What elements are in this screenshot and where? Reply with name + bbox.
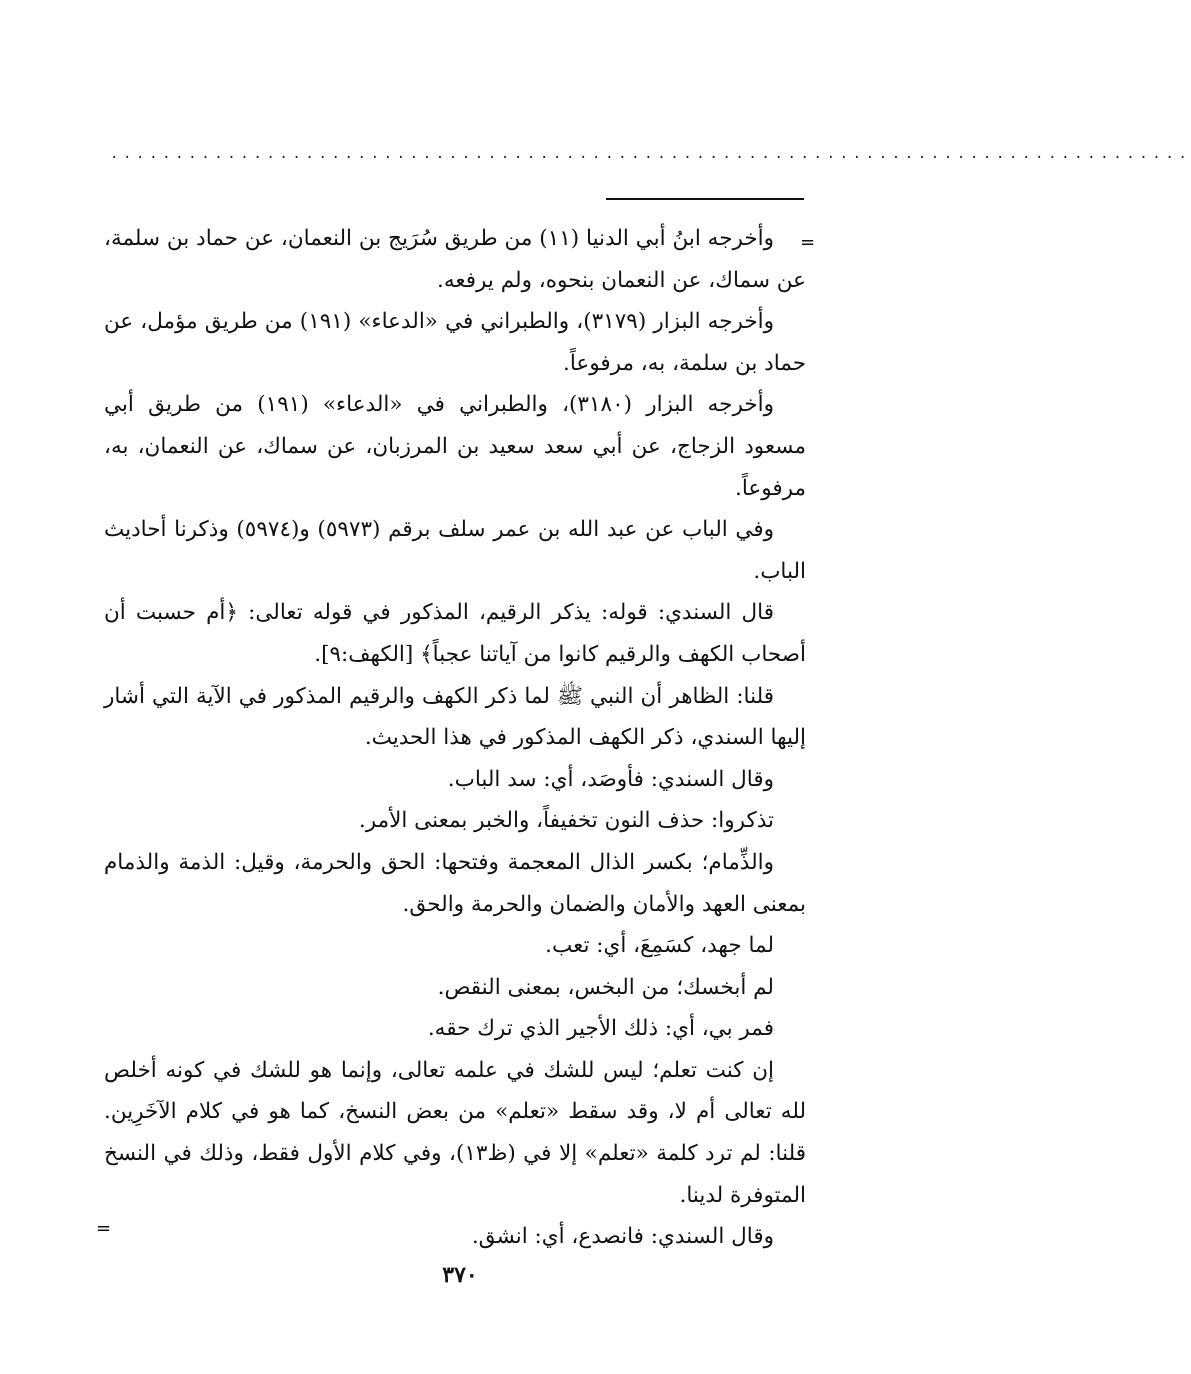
footnote-text [104, 218, 806, 1258]
paragraph: وأخرجه ابنُ أبي الدنيا (١١) من طريق سُرَيج بن النعمان، عن حماد بن سلمة، عن سماك، عن النعمان بنحوه، ولم يرفعه. [104, 226, 806, 293]
paragraph: وقال السندي: فانصدع، أي: انشق. [471, 1224, 774, 1250]
paragraph: قال السندي: قوله: يذكر الرقيم، المذكور في قوله تعالى: ﴿أم حسبت أن أصحاب الكهف والرقيم كانوا من آياتنا عجباً﴾ [الكهف:٩]. [104, 600, 806, 667]
paragraph: وفي الباب عن عبد الله بن عمر سلف برقم (٥٩٧٣) و(٥٩٧٤) وذكرنا أحاديث الباب. [104, 517, 806, 584]
page-number: ٣٧٠ [442, 1262, 478, 1288]
separator-dots: ................................................................................... [110, 146, 1191, 162]
paragraph: وأخرجه البزار (٣١٧٩)، والطبراني في «الدعاء» (١٩١) من طريق مؤمل، عن حماد بن سلمة، به، مرفوعاً. [104, 309, 806, 376]
paragraph: قلنا: الظاهر أن النبي ﷺ لما ذكر الكهف والرقيم المذكور في الآية التي أشار إليها السندي، ذكر الكهف المذكور في هذا الحديث. [104, 683, 806, 751]
paragraph: لم أبخسك؛ من البخس، بمعنى النقص. [437, 974, 774, 1000]
paragraph: والذِّمام؛ بكسر الذال المعجمة وفتحها: الحق والحرمة، وقيل: الذمة والذمام بمعنى العهد والأمان والضمان والحرمة والحق. [104, 849, 806, 917]
paragraph: وقال السندي: فأوصَد، أي: سد الباب. [447, 766, 774, 792]
paragraph: فمر بي، أي: ذلك الأجير الذي ترك حقه. [427, 1016, 774, 1042]
paragraph: تذكروا: حذف النون تخفيفاً، والخبر بمعنى الأمر. [358, 808, 774, 834]
continuation-marker-bottom: = [96, 1218, 112, 1239]
paragraph: وأخرجه البزار (٣١٨٠)، والطبراني في «الدعاء» (١٩١) من طريق أبي مسعود الزجاج، عن أبي سعد سعيد بن المرزبان، عن سماك، عن النعمان، به، مرفوعاً. [104, 392, 806, 501]
footnote-rule [606, 198, 804, 200]
paragraph: إن كنت تعلم؛ ليس للشك في علمه تعالى، وإنما هو للشك في كونه أخلص لله تعالى أم لا، وقد سقط «تعلم» من بعض النسخ، كما هو في كلام الآخَرِين. قلنا: لم ترد كلمة «تعلم» إلا في (ظ١٣)، وفي كلام الأول فقط، وذلك في النسخ المتوفرة لدينا. [104, 1057, 806, 1208]
paragraph: لما جهد، كسَمِعَ، أي: تعب. [545, 933, 774, 959]
continuation-marker-top: = [800, 232, 816, 253]
